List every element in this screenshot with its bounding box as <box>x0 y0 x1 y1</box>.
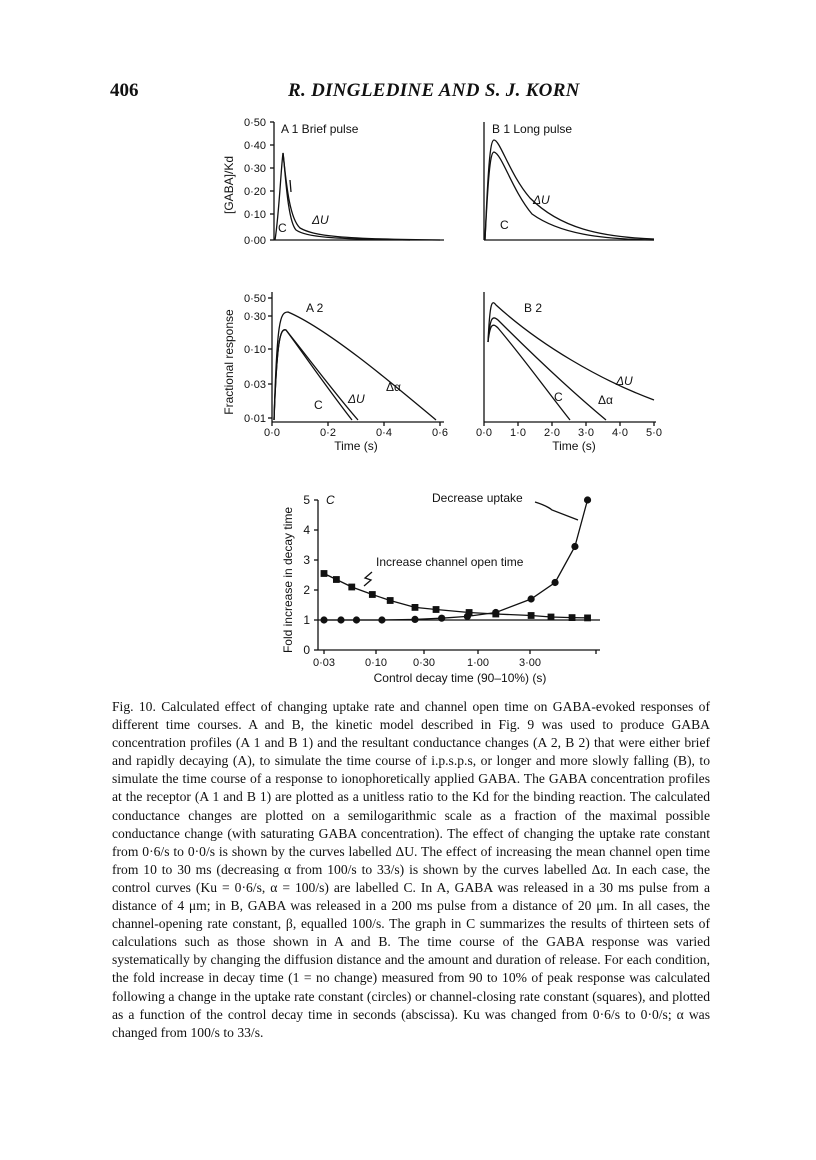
c-xlabel: Control decay time (90–10%) (s) <box>373 671 547 685</box>
a2-ytick: 0·30 <box>243 311 266 323</box>
c-xtick: 1·00 <box>466 657 490 669</box>
a2-curve-label-da: Δα <box>386 380 401 394</box>
a2-ytick: 0·01 <box>243 413 266 425</box>
b2-xtick: 1·0 <box>510 427 526 439</box>
b2-xtick: 5·0 <box>646 427 662 439</box>
channel-data-point <box>548 614 555 621</box>
uptake-data-point <box>551 579 558 586</box>
c-ytick: 5 <box>303 493 310 507</box>
b2-xtick: 0·0 <box>476 427 492 439</box>
b2-curve-label-c: C <box>554 390 563 404</box>
c-ytick: 1 <box>303 613 310 627</box>
a1-panel-label: A 1 Brief pulse <box>281 122 359 136</box>
a2-curve-label-c: C <box>314 398 323 412</box>
c-ylabel: Fold increase in decay time <box>281 506 295 654</box>
channel-data-point <box>433 606 440 613</box>
a2-xtick: 0·6 <box>432 427 448 439</box>
uptake-data-point <box>438 615 445 622</box>
a1-curve-label-du: ΔU <box>312 213 329 227</box>
b2-xtick: 4·0 <box>612 427 628 439</box>
panel-c-axes <box>314 500 600 654</box>
uptake-data-point <box>528 595 535 602</box>
figure-caption <box>112 698 710 1042</box>
channel-data-point <box>412 604 419 611</box>
c-xtick: 0·03 <box>312 657 336 669</box>
a1-control-curve <box>275 153 410 240</box>
uptake-data-point <box>378 616 385 623</box>
c-xtick: 0·10 <box>364 657 388 669</box>
c-ytick: 4 <box>303 523 310 537</box>
b1-curve-label-c: C <box>500 218 509 232</box>
uptake-data-point <box>584 496 591 503</box>
a2-curve-label-du: ΔU <box>348 392 365 406</box>
caption-text: Fig. 10. Calculated effect of changing uptake rate and channel open time on GABA-evoked responses of different time courses. A and B, the kinetic model described in Fig. 9 was used to produce GABA concentration profiles (A 1 and B 1) and the resultant conductance changes (A 2, B 2) that were either brief and rapidly decaying (A), to simulate the time course of i.p.s.p.s, or longer and more slowly falling (B), to simulate the time course of a response to ionophoretically applied GABA. The GABA concentration profiles at the receptor (A 1 and B 1) are plotted as a unitless ratio to the Kd for the binding reaction. The calculated conductance changes are plotted on a semilogarithmic scale as a fraction of the maximal possible conductance change (with saturating GABA concentration). The effect of changing the uptake rate constant from 0·6/s to 0·0/s is shown by the curves labelled ΔU. The effect of increasing the mean channel open time from 10 to 30 ms (decreasing α from 100/s to 33/s) is shown by the curves labelled Δα. In each case, the control curves (Ku = 0·6/s, α = 100/s) are labelled C. In A, GABA was released in a 30 ms pulse from a distance of 4 μm; in B, GABA was released in a 200 ms pulse from a distance of 20 μm. In all cases, the channel-opening rate constant, β, equalled 100/s. The graph in C summarizes the results of thirteen sets of calculations such as those shown in A and B. The time course of the GABA response was varied systematically by changing the diffusion distance and the amount and duration of release. For each condition, the fold increase in decay time (1 = no change) measured from 90 to 10% of peak response was calculated following a change in the uptake rate constant (circles) or channel-closing rate constant (squares), and plotted as a function of the control decay time in seconds (abscissa). Ku was changed from 0·6/s to 0·0/s; α was changed from 100/s to 33/s. <box>112 699 710 1040</box>
c-ytick: 2 <box>303 583 310 597</box>
channel-data-point <box>348 584 355 591</box>
a2-ytick: 0·10 <box>243 344 266 356</box>
a1-ytick: 0·50 <box>243 117 266 129</box>
c-ytick: 3 <box>303 553 310 567</box>
a1-uptake-curve <box>283 153 440 240</box>
channel-data-point <box>321 570 328 577</box>
a1-ytick: 0·30 <box>243 163 266 175</box>
channel-data-point <box>569 614 576 621</box>
b2-xtick: 3·0 <box>578 427 594 439</box>
a2-panel-label: A 2 <box>306 301 324 315</box>
a1-ytick: 0·20 <box>243 186 266 198</box>
c-annotation-channel: Increase channel open time <box>376 555 524 569</box>
channel-data-point <box>369 591 376 598</box>
channel-data-point <box>584 615 591 622</box>
channel-data-point <box>466 609 473 616</box>
a1-ytick: 0·10 <box>243 209 266 221</box>
a1-curve-label-c: C <box>278 221 287 235</box>
channel-arrow <box>364 572 372 586</box>
a1-ytick: 0·40 <box>243 140 266 152</box>
a2-xtick: 0·4 <box>376 427 392 439</box>
b2-curve-label-du: ΔU <box>616 374 633 388</box>
channel-data-point <box>387 597 394 604</box>
running-head: R. DINGLEDINE AND S. J. KORN <box>288 80 580 101</box>
channel-data-point <box>492 611 499 618</box>
channel-data-point <box>528 612 535 619</box>
c-xtick: 3·00 <box>518 657 542 669</box>
uptake-data-point <box>353 616 360 623</box>
panel-b1 <box>484 122 654 240</box>
b2-curve-label-da: Δα <box>598 393 613 407</box>
b1-curve-label-du: ΔU <box>533 193 550 207</box>
page-number: 406 <box>110 80 139 101</box>
c-xtick: 0·30 <box>412 657 436 669</box>
panel-b2 <box>484 292 656 426</box>
a2-xtick: 0·0 <box>264 427 280 439</box>
panel-a1 <box>270 122 444 240</box>
a1-ytick: 0·00 <box>243 235 266 247</box>
a2-xlabel: Time (s) <box>334 439 378 453</box>
b2-panel-label: B 2 <box>524 301 543 315</box>
a2-ytick: 0·50 <box>243 293 266 305</box>
b1-uptake-curve <box>485 140 654 240</box>
uptake-data-point <box>337 616 344 623</box>
channel-fit-line <box>324 574 588 618</box>
channel-data-point <box>333 576 340 583</box>
uptake-data-point <box>411 616 418 623</box>
a1-ylabel: [GABA]/Kd <box>222 155 236 215</box>
c-panel-label: C <box>326 493 335 507</box>
a2-ylabel: Fractional response <box>222 309 236 415</box>
c-ytick: 0 <box>303 643 310 657</box>
b1-control-curve <box>485 152 654 240</box>
a2-xtick: 0·2 <box>320 427 336 439</box>
a2-ytick: 0·03 <box>243 379 266 391</box>
c-annotation-uptake: Decrease uptake <box>432 491 523 505</box>
uptake-arrow <box>535 502 578 520</box>
b2-xlabel: Time (s) <box>552 439 596 453</box>
b2-alpha-curve <box>488 318 606 420</box>
uptake-data-point <box>320 616 327 623</box>
b2-xtick: 2·0 <box>544 427 560 439</box>
uptake-data-point <box>571 543 578 550</box>
b1-panel-label: B 1 Long pulse <box>492 122 573 136</box>
b2-control-curve <box>488 325 570 420</box>
